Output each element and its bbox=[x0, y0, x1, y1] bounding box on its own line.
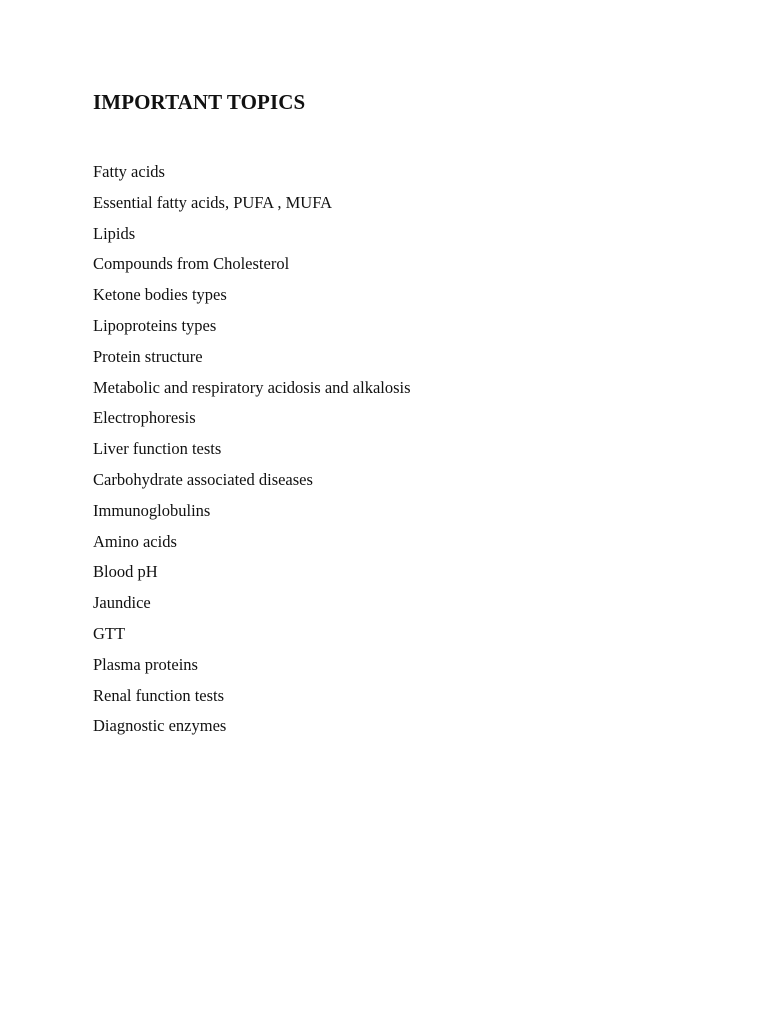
topic-item: Lipids bbox=[93, 223, 136, 243]
topic-item: Protein structure bbox=[93, 346, 203, 366]
topic-item: Essential fatty acids, PUFA , MUFA bbox=[93, 192, 333, 212]
topic-item: Fatty acids bbox=[93, 162, 165, 181]
topic-item: Electrophoresis bbox=[93, 408, 196, 428]
topic-item: Ketone bodies types bbox=[93, 285, 227, 305]
page-title: IMPORTANT TOPICS bbox=[93, 90, 306, 114]
topic-list bbox=[93, 157, 411, 742]
topic-item: Renal function tests bbox=[93, 685, 225, 705]
topic-item: Lipoproteins types bbox=[93, 315, 217, 335]
topic-item: GTT bbox=[93, 623, 126, 643]
topic-item: Jaundice bbox=[93, 593, 151, 613]
topic-item: Metabolic and respiratory acidosis and alkalosis bbox=[93, 377, 411, 397]
topic-item: Blood pH bbox=[93, 562, 158, 582]
topic-item: Diagnostic enzymes bbox=[93, 716, 227, 736]
topic-item: Liver function tests bbox=[93, 439, 222, 459]
topic-item: Carbohydrate associated diseases bbox=[93, 469, 313, 489]
topic-item: Amino acids bbox=[93, 531, 177, 551]
topic-item: Compounds from Cholesterol bbox=[93, 254, 290, 274]
topic-item: Plasma proteins bbox=[93, 654, 198, 674]
topic-item: Immunoglobulins bbox=[93, 500, 211, 520]
